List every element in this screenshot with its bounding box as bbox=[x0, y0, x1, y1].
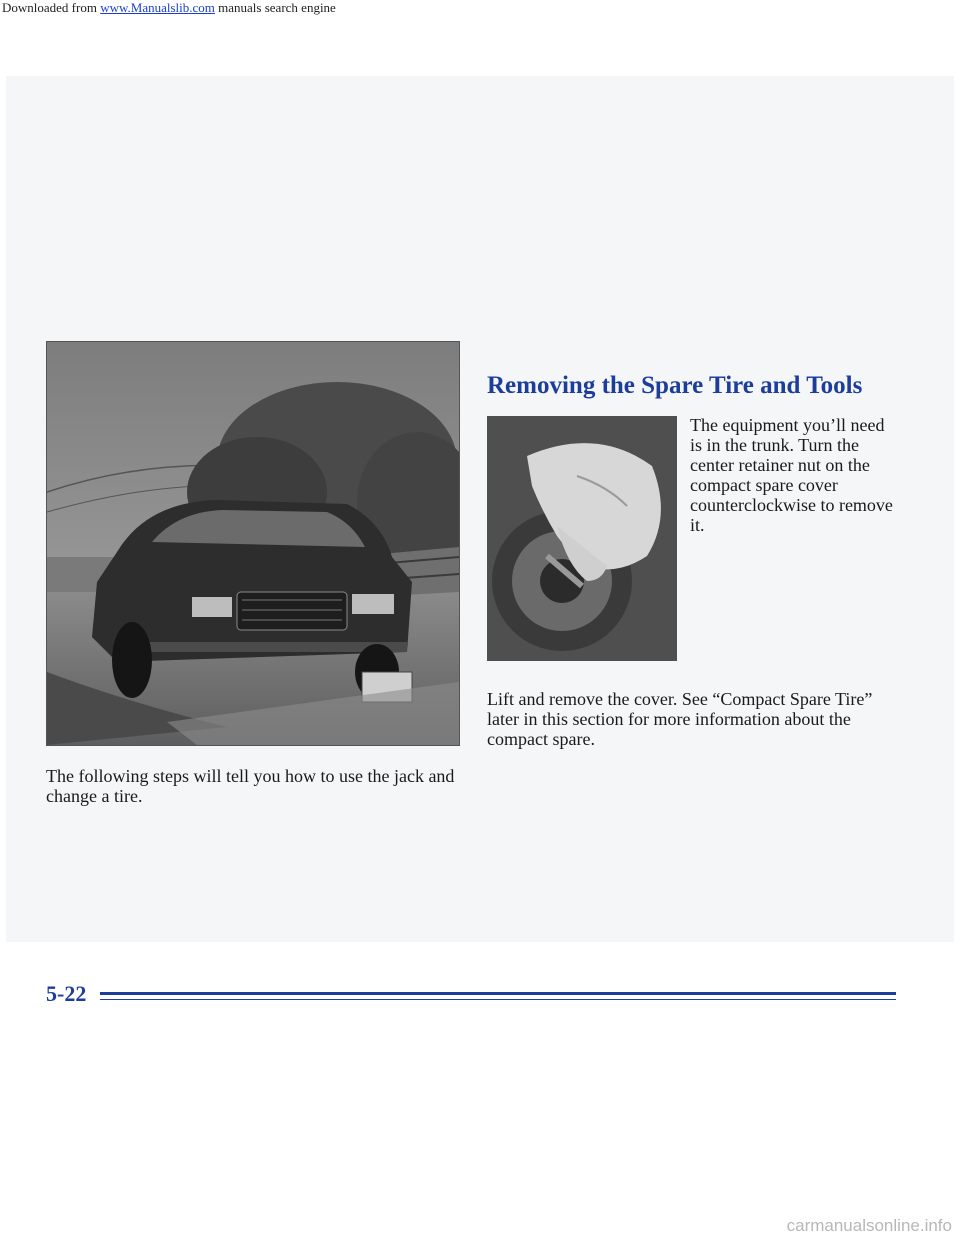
page-number: 5-22 bbox=[46, 981, 87, 1006]
car-photo bbox=[46, 341, 460, 746]
equipment-paragraph: The equipment you’ll need is in the trunk. Turn the center retainer nut on the compact spare cover counterclockwise to remove it. bbox=[690, 415, 893, 535]
banner-prefix: Downloaded from bbox=[2, 0, 101, 15]
steps-paragraph: The following steps will tell you how to use the jack and change a tire. bbox=[46, 766, 455, 806]
footer-rule bbox=[100, 992, 896, 995]
manualslib-link[interactable]: www.Manualslib.com bbox=[100, 0, 215, 15]
spare-cover-photo bbox=[487, 416, 677, 661]
download-banner bbox=[0, 0, 960, 16]
section-heading: Removing the Spare Tire and Tools bbox=[487, 372, 863, 399]
manual-page bbox=[6, 76, 954, 1006]
lift-cover-paragraph: Lift and remove the cover. See “Compact Spare Tire” later in this section for more information about the compact spare. bbox=[487, 689, 873, 749]
retainer-nut-illustration bbox=[487, 416, 677, 661]
banner-suffix: manuals search engine bbox=[214, 0, 336, 15]
car-illustration bbox=[47, 342, 459, 745]
footer-rule-thin bbox=[100, 999, 896, 1000]
watermark: carmanualsonline.info bbox=[786, 1216, 952, 1235]
